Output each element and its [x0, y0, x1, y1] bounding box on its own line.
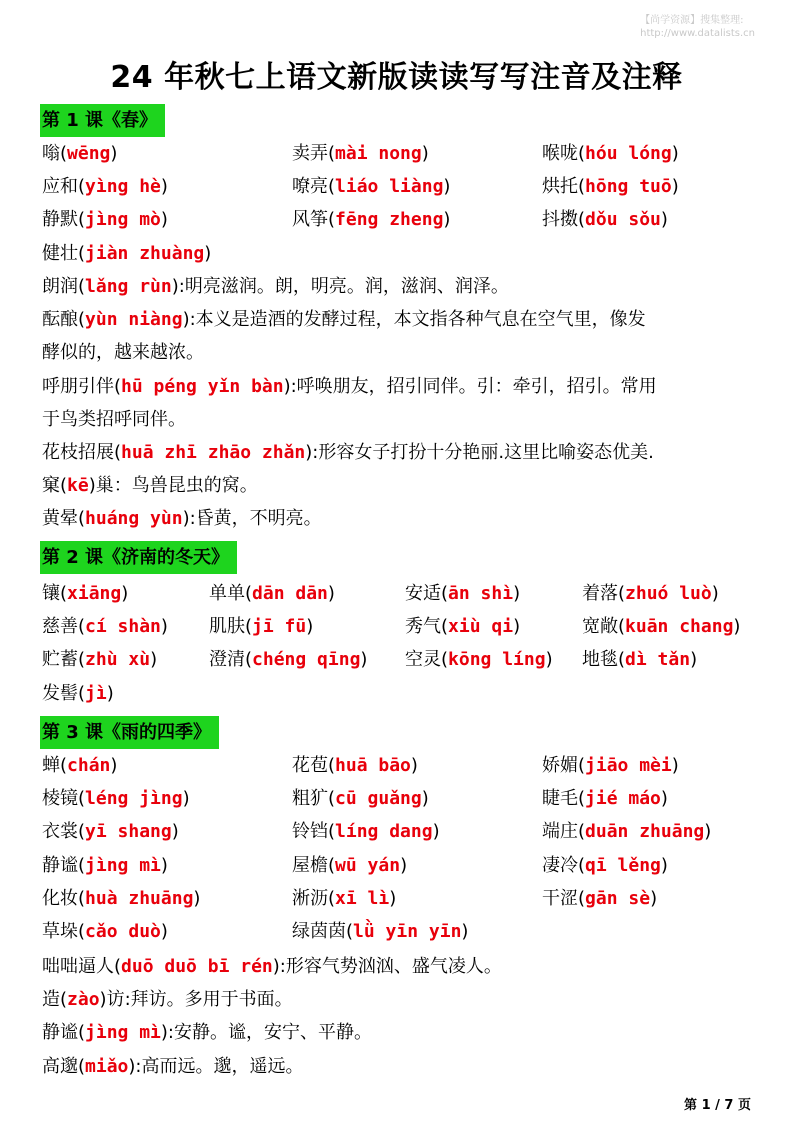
vocab-word: 凄冷 [542, 854, 578, 876]
paren-open: ( [578, 176, 586, 198]
paren-close: ) [513, 616, 521, 638]
pinyin: yī shang [85, 821, 172, 843]
paren-close: ) [671, 176, 679, 198]
paren-close: ) [733, 616, 741, 638]
vocab-word: 化妆 [42, 887, 78, 909]
note-definition: ):呼唤朋友，招引同伴。引：牵引，招引。常用 [283, 375, 657, 397]
paren-close: ) [421, 788, 429, 810]
paren-open: ( [578, 887, 586, 909]
paren-open: ( [578, 209, 586, 231]
vocab-word: 单单 [209, 583, 245, 604]
vocab-item [42, 749, 117, 782]
pinyin: hōng tuō [585, 176, 672, 198]
vocab-item [42, 882, 200, 915]
note-definition: ):昏黄，不明亮。 [182, 508, 322, 530]
paren-open: ( [245, 649, 253, 671]
pinyin: jī fū [252, 616, 307, 638]
vocab-item [542, 782, 668, 815]
paren-close: ) [171, 821, 179, 843]
pinyin: líng dang [335, 821, 433, 843]
vocab-word: 烘托 [542, 176, 578, 198]
paren-open: ( [618, 649, 626, 671]
note-line [42, 336, 757, 369]
vocab-item [405, 577, 520, 610]
paren-open: ( [618, 616, 626, 638]
vocab-item [209, 610, 313, 643]
paren-close: ) [704, 821, 712, 843]
vocab-word: 宽敞 [582, 616, 618, 638]
note-term: 朗润( [42, 276, 86, 297]
vocab-word: 娇媚 [542, 755, 578, 776]
vocab-item [292, 782, 429, 815]
pinyin: hū péng yǐn bàn [121, 375, 284, 397]
paren-close: ) [306, 616, 314, 638]
paren-close: ) [671, 755, 679, 776]
vocab-word: 应和 [42, 176, 78, 198]
paren-close: ) [389, 887, 397, 909]
vocab-word: 发髻 [42, 682, 78, 704]
note-definition: ):本义是造酒的发酵过程，本文指各种气息在空气里，像发 [182, 309, 646, 331]
watermark [640, 14, 755, 40]
note-term: 酝酿( [42, 309, 86, 331]
paren-open: ( [78, 176, 86, 198]
pinyin: jiàn zhuàng [85, 242, 205, 264]
paren-open: ( [578, 821, 586, 843]
paren-open: ( [245, 583, 253, 604]
vocab-item [292, 749, 418, 782]
pinyin: xiù qi [448, 616, 514, 638]
note-line [42, 502, 757, 535]
vocab-word: 静谧 [42, 854, 78, 876]
vocab-item [42, 915, 168, 948]
note-definition: )巢：鸟兽昆虫的窝。 [88, 475, 258, 497]
pinyin: qī lěng [585, 854, 661, 876]
paren-close: ) [160, 616, 168, 638]
vocab-item [582, 643, 697, 676]
paren-close: ) [660, 854, 668, 876]
vocab-word: 屋檐 [292, 854, 328, 876]
paren-open: ( [78, 854, 86, 876]
paren-close: ) [204, 242, 212, 264]
paren-open: ( [78, 209, 86, 231]
paren-close: ) [110, 755, 118, 776]
vocab-item [292, 849, 407, 882]
paren-open: ( [78, 682, 86, 704]
paren-open: ( [328, 788, 336, 810]
paren-open: ( [78, 242, 86, 264]
paren-open: ( [441, 616, 449, 638]
pinyin: chéng qīng [252, 649, 361, 671]
vocab-item [42, 677, 114, 710]
page-number: 第 1 / 7 页 [684, 1098, 751, 1113]
vocab-item [542, 815, 711, 848]
vocab-word: 衣裳 [42, 821, 78, 843]
vocab-item [292, 170, 450, 203]
paren-open: ( [328, 143, 336, 164]
pinyin: cǎo duò [85, 921, 161, 942]
vocab-item [42, 610, 168, 643]
note-term: 酵似的，越来越浓。 [42, 342, 204, 364]
vocab-word: 淅沥 [292, 887, 328, 909]
vocab-item [42, 237, 211, 270]
vocab-item [209, 643, 367, 676]
vocab-item [582, 577, 719, 610]
paren-close: ) [461, 921, 469, 942]
pinyin: duān zhuāng [585, 821, 705, 843]
pinyin: zào [67, 989, 100, 1011]
pinyin: ān shì [448, 583, 514, 604]
paren-close: ) [360, 649, 368, 671]
vocab-item [42, 577, 128, 610]
note-term: 静谧( [42, 1022, 86, 1044]
note-definition: ):形容气势汹汹、盛气凌人。 [272, 956, 502, 977]
note-definition: )访:拜访。多用于书面。 [99, 989, 293, 1011]
pinyin: huà zhuāng [85, 887, 194, 909]
vocab-word: 端庄 [542, 821, 578, 843]
note-term: 花枝招展( [42, 442, 122, 463]
vocab-word: 秀气 [405, 616, 441, 638]
pinyin: huáng yùn [85, 508, 183, 530]
pinyin: liáo liàng [335, 176, 444, 198]
paren-close: ) [443, 176, 451, 198]
pinyin: yùn niàng [85, 309, 183, 331]
vocab-word: 抖擞 [542, 209, 578, 231]
vocab-item [542, 137, 679, 170]
page-title: 24 年秋七上语文新版读读写写注音及注释 [110, 60, 683, 95]
paren-open: ( [328, 854, 336, 876]
paren-open: ( [78, 921, 86, 942]
note-line [42, 303, 757, 336]
pinyin: léng jìng [85, 788, 183, 810]
paren-open: ( [578, 755, 586, 776]
vocab-item [292, 882, 396, 915]
paren-close: ) [121, 583, 129, 604]
vocab-item [542, 170, 679, 203]
note-term: 造( [42, 989, 68, 1011]
vocab-word: 健壮 [42, 242, 78, 264]
paren-open: ( [328, 821, 336, 843]
note-line [42, 983, 757, 1016]
pinyin: kē [67, 475, 89, 497]
pinyin: xī lì [335, 887, 390, 909]
pinyin: kuān chang [625, 616, 734, 638]
paren-open: ( [60, 583, 68, 604]
vocab-word: 干涩 [542, 887, 578, 909]
pinyin: hóu lóng [585, 143, 672, 164]
paren-close: ) [160, 854, 168, 876]
vocab-item [209, 577, 335, 610]
lesson-heading: 第 3 课《雨的四季》 [40, 716, 219, 749]
lesson-heading: 第 1 课《春》 [40, 104, 165, 137]
pinyin: kōng líng [448, 649, 546, 671]
vocab-word: 粗犷 [292, 788, 328, 810]
note-line [42, 270, 757, 303]
note-definition: ):高而远。邈，遥远。 [128, 1055, 304, 1077]
note-definition: ):形容女子打扮十分艳丽.这里比喻姿态优美. [305, 442, 654, 463]
pinyin: mài nong [335, 143, 422, 164]
vocab-item [292, 915, 468, 948]
vocab-word: 肌肤 [209, 616, 245, 638]
pinyin: cū guǎng [335, 788, 422, 810]
vocab-item [42, 849, 168, 882]
pinyin: huā zhī zhāo zhǎn [121, 442, 306, 463]
pinyin: yìng hè [85, 176, 161, 198]
pinyin: wēng [67, 143, 111, 164]
paren-close: ) [443, 209, 451, 231]
paren-open: ( [618, 583, 626, 604]
vocab-word: 嗡 [42, 143, 60, 164]
paren-close: ) [660, 209, 668, 231]
pinyin: cí shàn [85, 616, 161, 638]
vocab-item [42, 643, 157, 676]
vocab-word: 贮蓄 [42, 649, 78, 671]
paren-close: ) [660, 788, 668, 810]
note-term: 于鸟类招呼同伴。 [42, 408, 186, 430]
vocab-item [542, 749, 679, 782]
paren-open: ( [60, 755, 68, 776]
paren-open: ( [78, 821, 86, 843]
paren-close: ) [150, 649, 158, 671]
pinyin: dān dān [252, 583, 328, 604]
vocab-word: 卖弄 [292, 143, 328, 164]
note-definition: ):明亮滋润。朗，明亮。润，滋润、润泽。 [171, 276, 509, 297]
paren-open: ( [78, 616, 86, 638]
paren-close: ) [160, 176, 168, 198]
paren-open: ( [328, 176, 336, 198]
vocab-word: 蝉 [42, 755, 60, 776]
vocab-word: 花苞 [292, 755, 328, 776]
note-line [42, 403, 757, 436]
vocab-word: 安适 [405, 583, 441, 604]
paren-close: ) [410, 755, 418, 776]
note-line [42, 1016, 757, 1049]
vocab-word: 澄清 [209, 649, 245, 671]
vocab-word: 棱镜 [42, 788, 78, 810]
vocab-word: 静默 [42, 209, 78, 231]
pinyin: jiāo mèi [585, 755, 672, 776]
paren-open: ( [346, 921, 354, 942]
paren-close: ) [671, 143, 679, 164]
vocab-word: 镶 [42, 583, 60, 604]
pinyin: jì [85, 682, 107, 704]
watermark-line-1: 【尚学资源】搜集整理: [640, 15, 744, 26]
vocab-item [42, 782, 190, 815]
pinyin: wū yán [335, 854, 401, 876]
vocab-word: 草垛 [42, 921, 78, 942]
vocab-word: 铃铛 [292, 821, 328, 843]
pinyin: lǎng rùn [85, 276, 172, 297]
note-definition: ):安静。谧，安宁、平静。 [160, 1022, 372, 1044]
vocab-word: 风筝 [292, 209, 328, 231]
vocab-item [405, 643, 553, 676]
vocab-item [292, 137, 429, 170]
vocab-item [542, 849, 668, 882]
note-term: 黄晕( [42, 508, 86, 530]
vocab-word: 着落 [582, 583, 618, 604]
lesson-heading: 第 2 课《济南的冬天》 [40, 541, 237, 574]
pinyin: duō duō bī rén [121, 956, 273, 977]
vocab-item [42, 170, 168, 203]
paren-close: ) [160, 921, 168, 942]
paren-open: ( [441, 649, 449, 671]
paren-open: ( [441, 583, 449, 604]
paren-open: ( [60, 143, 68, 164]
vocab-word: 地毯 [582, 649, 618, 671]
pinyin: zhù xù [85, 649, 151, 671]
vocab-item [42, 203, 168, 236]
paren-close: ) [327, 583, 335, 604]
paren-open: ( [328, 755, 336, 776]
vocab-word: 嘹亮 [292, 176, 328, 198]
note-term: 呼朋引伴( [42, 375, 122, 397]
pinyin: jìng mì [85, 1022, 161, 1044]
note-line [42, 370, 757, 403]
pinyin: jìng mò [85, 209, 161, 231]
watermark-line-2: http://www.datalists.cn [640, 28, 755, 39]
vocab-word: 睫毛 [542, 788, 578, 810]
vocab-item [405, 610, 520, 643]
pinyin: miǎo [85, 1055, 129, 1077]
note-term: 窠( [42, 475, 68, 497]
vocab-item [542, 203, 668, 236]
paren-close: ) [432, 821, 440, 843]
vocab-item [42, 815, 179, 848]
pinyin: jìng mì [85, 854, 161, 876]
vocab-word: 绿茵茵 [292, 921, 346, 942]
paren-close: ) [160, 209, 168, 231]
paren-close: ) [513, 583, 521, 604]
vocab-word: 慈善 [42, 616, 78, 638]
paren-close: ) [421, 143, 429, 164]
vocab-item [292, 203, 450, 236]
paren-close: ) [182, 788, 190, 810]
vocab-word: 空灵 [405, 649, 441, 671]
pinyin: fēng zheng [335, 209, 444, 231]
vocab-item [542, 882, 657, 915]
pinyin: zhuó luò [625, 583, 712, 604]
pinyin: lǜ yīn yīn [353, 921, 462, 942]
note-line [42, 950, 757, 983]
pinyin: chán [67, 755, 111, 776]
pinyin: dǒu sǒu [585, 209, 661, 231]
paren-close: ) [193, 887, 201, 909]
paren-open: ( [578, 854, 586, 876]
note-line [42, 469, 757, 502]
paren-open: ( [328, 209, 336, 231]
paren-close: ) [650, 887, 658, 909]
paren-open: ( [578, 788, 586, 810]
paren-open: ( [328, 887, 336, 909]
paren-close: ) [545, 649, 553, 671]
paren-open: ( [78, 887, 86, 909]
vocab-word: 喉咙 [542, 143, 578, 164]
paren-close: ) [690, 649, 698, 671]
paren-close: ) [106, 682, 114, 704]
paren-open: ( [245, 616, 253, 638]
pinyin: dì tǎn [625, 649, 691, 671]
note-line [42, 436, 757, 469]
paren-open: ( [78, 788, 86, 810]
paren-open: ( [578, 143, 586, 164]
pinyin: gān sè [585, 887, 651, 909]
vocab-item [292, 815, 440, 848]
paren-close: ) [110, 143, 118, 164]
pinyin: jié máo [585, 788, 661, 810]
vocab-item [582, 610, 740, 643]
note-term: 高邈( [42, 1055, 86, 1077]
note-line [42, 1050, 757, 1083]
note-term: 咄咄逼人( [42, 956, 122, 977]
vocab-item [42, 137, 117, 170]
pinyin: huā bāo [335, 755, 411, 776]
paren-open: ( [78, 649, 86, 671]
paren-close: ) [711, 583, 719, 604]
pinyin: xiāng [67, 583, 122, 604]
paren-close: ) [400, 854, 408, 876]
